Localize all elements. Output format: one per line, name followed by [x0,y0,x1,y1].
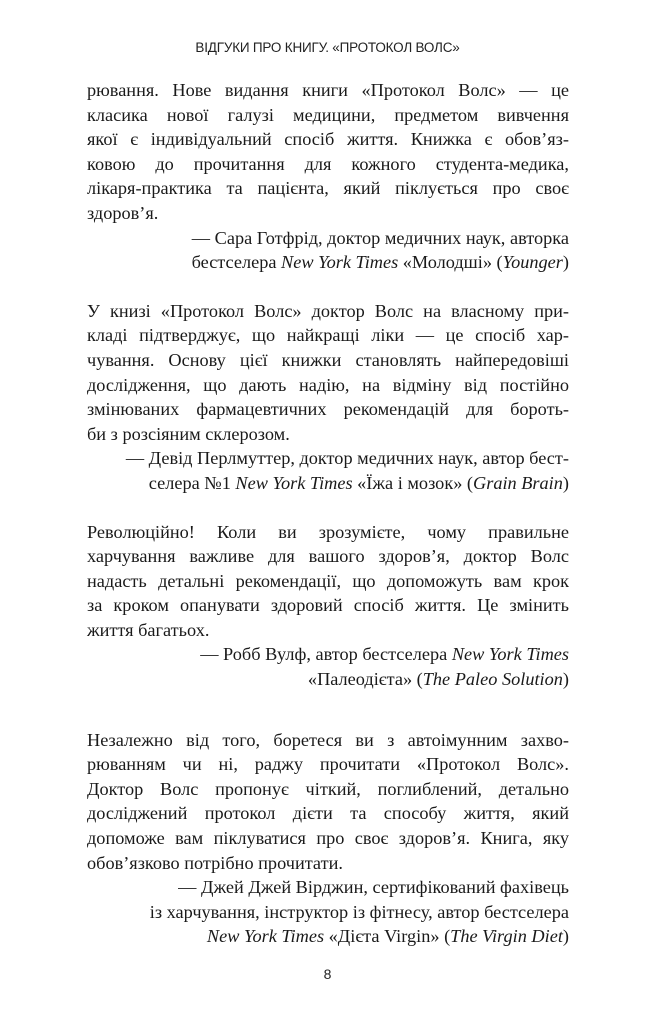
review-text [87,728,569,876]
review-block [87,728,569,949]
review-attribution [87,446,569,495]
italic-title: The Virgin Diet [450,926,563,947]
attribution-line [87,667,569,692]
review-attribution [87,642,569,691]
review-attribution [87,875,569,949]
review-line: здоров’я. [87,202,159,223]
spacer [87,692,569,728]
italic-title: New York Times [281,252,399,273]
review-line: рювання. Нове видання книги «Протокол Волс» — це [87,80,569,100]
review-line: досліджений протокол дієти та способу життя, який [87,803,569,824]
attribution-text: ) [562,472,569,493]
attribution-text: ) [562,669,569,690]
review-line: рюванням чи ні, раджу прочитати «Протокол Волс». [87,754,569,775]
attribution-text: ) [562,252,569,273]
review-attribution [87,226,569,275]
review-line: би з розсіяним склерозом. [87,423,290,444]
review-block [87,78,569,275]
attribution-line [87,875,569,900]
attribution-line [87,471,569,496]
italic-title: The Paleo Solution [422,669,563,690]
spacer [87,496,569,520]
review-line: кладі підтверджує, що найкращі ліки — це спосіб хар- [87,325,569,346]
review-line: за кроком опанувати здоровий спосіб життя. Це змінить [87,595,569,616]
review-line: дослідження, що дають надію, на відміну від постійно [87,374,569,395]
attribution-text: — Робб Вулф, автор бестселера [200,644,452,665]
review-line: Доктор Волс пропонує чіткий, поглиблений, детально [87,778,569,799]
review-line: життя багатьох. [87,619,210,640]
italic-title: New York Times [451,644,569,665]
review-line: Революційно! Коли ви зрозумієте, чому правильне [87,521,569,542]
review-line: обов’язково потрібно прочитати. [87,852,343,873]
attribution-text: «Молодші» ( [398,252,503,273]
attribution-text: бестселера [191,252,282,273]
attribution-line [87,226,569,251]
review-line: чування. Основу цієї книжки становлять найпередовіші [87,349,569,370]
review-block [87,520,569,692]
attribution-text: селера №1 [148,472,236,493]
attribution-line [87,446,569,471]
attribution-text: «Їжа і мозок» ( [352,472,474,493]
spacer [87,275,569,299]
review-line: надасть детальні рекомендації, що допоможуть вам крок [87,570,569,591]
review-line: якої є індивідуальний спосіб життя. Книжка є обов’яз- [87,129,569,150]
review-line: Незалежно від того, боретеся ви з автоімунним захво- [87,729,569,750]
review-line: допоможе вам піклуватися про своє здоров’я. Книга, яку [87,828,569,849]
review-line: лікаря-практика та пацієнта, який піклується про своє [87,178,569,199]
review-text [87,78,569,226]
italic-title: Younger [502,252,563,273]
review-block [87,299,569,496]
running-header: ВІДГУКИ ПРО КНИГУ. «ПРОТОКОЛ ВОЛС» [195,40,460,55]
attribution-line [87,924,569,949]
page-body [87,78,569,949]
attribution-text: — Джей Джей Вірджин, сертифікований фахівець [178,877,569,898]
review-text [87,299,569,447]
attribution-text: «Дієта Virgin» ( [324,926,451,947]
review-line: класика нової галузі медицини, предметом вивчення [87,104,569,125]
italic-title: New York Times [206,926,325,947]
review-line: У книзі «Протокол Волс» доктор Волс на власному при- [87,300,569,321]
attribution-line [87,250,569,275]
attribution-text: — Сара Готфрід, доктор медичних наук, авторка [191,227,569,248]
review-line: харчування важливе для вашого здоров’я, доктор Волс [87,546,569,567]
review-line: ковою до прочитання для кожного студента-медика, [87,153,569,174]
review-line: змінюваних фармацевтичних рекомендацій для бороть- [87,399,569,420]
attribution-text: із харчування, інструктор із фітнесу, автор бестселера [149,901,569,922]
italic-title: Grain Brain [473,472,563,493]
italic-title: New York Times [235,472,353,493]
attribution-text: ) [562,926,569,947]
attribution-text: — Девід Перлмуттер, доктор медичних наук, автор бест- [125,448,569,469]
page-number: 8 [323,966,332,982]
attribution-line [87,642,569,667]
review-text [87,520,569,643]
attribution-text: «Палеодієта» ( [307,669,423,690]
attribution-line [87,900,569,925]
